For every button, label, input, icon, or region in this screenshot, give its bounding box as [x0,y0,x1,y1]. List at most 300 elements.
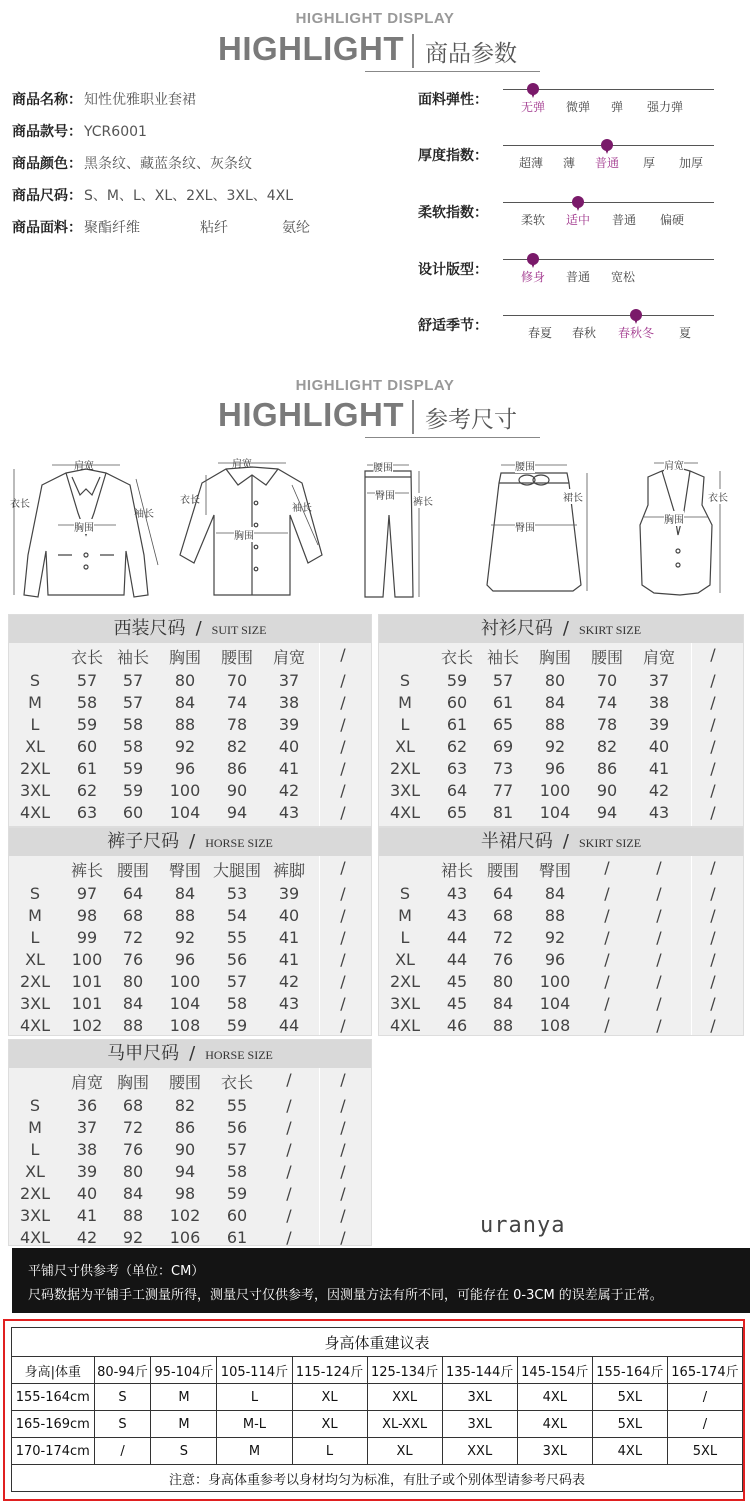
size-table-cell: 88 [492,1016,514,1035]
size-table-cell: 2XL [19,972,51,991]
size-table-col-header: / [340,645,346,664]
recommendation-table [11,1327,743,1492]
size-table-cell: / [340,1162,346,1181]
size-table-cell: 61 [446,715,468,734]
size-table-cell: 90 [596,781,618,800]
size-table-cell: 100 [71,950,103,969]
product-info-key: 商品款号： [12,124,82,140]
size-table-cell: 46 [446,1016,468,1035]
size-table-cell: XL [25,950,45,969]
size-table-cell: 94 [226,803,248,822]
rec-cell: XL [292,1411,367,1438]
size-table [8,827,372,1036]
size-table-cell: / [286,1140,292,1159]
size-table-cell: 101 [71,972,103,991]
pants-hip-label: 臀围 [375,487,395,502]
size-table-col-header: / [340,858,346,877]
rec-cell: 5XL [667,1438,742,1465]
size-table-cell: / [340,994,346,1013]
size-table-cell: 96 [174,950,196,969]
highlight-title-1: HIGHLIGHT [218,30,404,67]
rec-cell: 165-169cm [12,1411,95,1438]
vest-icon [628,455,740,605]
size-table-cell: 4XL [389,803,421,822]
scale-marker [630,309,642,321]
size-table-title [9,1040,371,1068]
header-divider-1 [412,34,414,68]
rec-cell: S [94,1411,151,1438]
size-table-cell: 43 [446,906,468,925]
size-table-cell: 100 [169,972,201,991]
scale-option: 偏硬 [659,213,685,227]
size-table-cell: 55 [226,1096,248,1115]
scale-option: 宽松 [610,270,636,284]
product-info-key: 商品名称： [12,92,82,108]
size-table-cell: 90 [226,781,248,800]
rec-cell: 4XL [517,1384,592,1411]
size-table-cell: / [710,950,716,969]
rec-title: 身高体重建议表 [12,1328,743,1357]
size-table-cell: 4XL [19,1016,51,1035]
size-table-cell: 61 [226,1228,248,1247]
rec-cell: XXL [442,1438,517,1465]
size-table-cell: XL [395,737,415,756]
size-table-cell: 76 [122,950,144,969]
rec-cell: / [94,1438,151,1465]
size-table-cell: 92 [544,737,566,756]
rec-cell: L [292,1438,367,1465]
size-table-title-en: SUIT SIZE [211,623,267,637]
size-table-cell: / [604,928,610,947]
rec-cell: M [217,1438,292,1465]
size-table-cell: / [710,759,716,778]
size-table-cell: 45 [446,994,468,1013]
size-table-cell: / [710,884,716,903]
size-table-cell: 104 [169,994,201,1013]
size-table-cell: / [604,884,610,903]
highlight-subtitle-1: HIGHLIGHT DISPLAY [295,10,455,27]
size-table-cell: / [340,737,346,756]
size-table-cell: 88 [122,1016,144,1035]
product-info-value: 聚酯纤维 [84,220,140,236]
size-table-col-header: 臀围 [538,861,571,880]
size-table-cell: / [340,1206,346,1225]
rec-header-row [12,1357,743,1384]
skirt-hip-label: 臀围 [515,519,535,534]
size-table-cell: 3XL [389,994,421,1013]
size-table-cell: 42 [278,781,300,800]
size-table-cell: 61 [492,693,514,712]
pants-waist-label: 腰围 [373,459,393,474]
size-table-cell: 73 [492,759,514,778]
size-table-cell: 61 [76,759,98,778]
size-table-col-header: 腰围 [168,1073,201,1092]
size-table-title [9,615,371,643]
skirt-length-label: 裙长 [563,489,583,504]
size-table-cell: / [340,1140,346,1159]
size-table-cell: M [28,693,42,712]
scale-option: 适中 [565,213,591,227]
section-title-product-params: 商品参数 [425,41,517,67]
size-table-cell: M [28,906,42,925]
size-table-cell: 39 [648,715,670,734]
size-table-cell: 44 [278,1016,300,1035]
rec-cell: L [217,1384,292,1411]
size-table-cell: 104 [539,994,571,1013]
product-info-row [12,89,196,109]
size-table-cell: / [340,1184,346,1203]
size-table-cell: 70 [596,671,618,690]
size-table-cell: 78 [596,715,618,734]
size-table-cell: 60 [76,737,98,756]
size-table-cell: 36 [76,1096,98,1115]
product-info-row [12,153,252,173]
product-info-row [12,121,147,141]
scale-marker [527,253,539,265]
size-table-title-cn: 衬衫尺码 [480,618,553,639]
product-info-row [12,217,310,237]
rec-header-cell: 105-114斤 [217,1357,292,1384]
skirt-waist-label: 腰围 [515,458,535,473]
size-table-cell: 74 [596,693,618,712]
size-table-title-cn: 裤子尺码 [107,831,180,852]
size-table-col-header: / [710,645,716,664]
size-table-cell: 80 [492,972,514,991]
rec-cell: XXL [367,1384,442,1411]
size-table-cell: 70 [226,671,248,690]
size-table-cell: 108 [539,1016,571,1035]
size-table-cell: / [604,972,610,991]
size-table-cell: 38 [648,693,670,712]
size-table-cell: 2XL [19,1184,51,1203]
size-table-cell: 80 [122,972,144,991]
rec-footer-row [12,1465,743,1492]
rec-cell: 4XL [517,1411,592,1438]
size-table-cell: 58 [76,693,98,712]
size-table-cell: 60 [446,693,468,712]
size-table-col-header: 胸围 [538,648,571,667]
size-table-cell: 82 [174,1096,196,1115]
size-table-cell: M [398,906,412,925]
scale-line [503,202,714,203]
rec-cell: S [151,1438,217,1465]
size-table-col-header: 大腿围 [213,861,262,880]
size-table-cell: / [656,884,662,903]
product-info-key: 商品面料： [12,220,82,236]
size-table-cell: 92 [174,928,196,947]
size-table-cell: 84 [544,884,566,903]
rec-row [12,1411,743,1438]
size-table-cell: 57 [122,671,144,690]
size-table-cell: 39 [76,1162,98,1181]
size-table-cell: / [340,1096,346,1115]
rec-row [12,1384,743,1411]
size-table-col-header: / [340,1070,346,1089]
product-info-value: 知性优雅职业套裙 [84,92,196,108]
size-table-title [9,828,371,856]
size-table-cell: / [710,1016,716,1035]
size-table-cell: 54 [226,906,248,925]
product-info-value-2: 粘纤 [200,220,228,236]
vest-chest-label: 胸围 [664,511,684,526]
header-underline-2 [365,437,540,438]
rec-cell: / [667,1384,742,1411]
size-table-cell: 72 [492,928,514,947]
size-table-cell: 39 [278,884,300,903]
size-table-cell: / [656,1016,662,1035]
size-table-cell: 90 [174,1140,196,1159]
size-table-cell: 40 [278,906,300,925]
rec-cell: 4XL [592,1438,667,1465]
size-table-cell: 64 [122,884,144,903]
size-table-cell: 59 [122,781,144,800]
scale-option: 微弹 [565,100,591,114]
size-table-cell: 2XL [389,759,421,778]
product-info-value-3: 氨纶 [282,220,310,236]
size-table-cell: 41 [76,1206,98,1225]
size-table-col-header: 胸围 [168,648,201,667]
size-table-col-header: 衣长 [220,1073,253,1092]
size-table-cell: 41 [648,759,670,778]
size-table-cell: 2XL [19,759,51,778]
size-table-cell: 88 [544,906,566,925]
size-table-cell: L [30,928,40,947]
size-table-cell: 94 [174,1162,196,1181]
size-table-cell: 88 [544,715,566,734]
size-table-cell: / [340,1016,346,1035]
size-table-cell: 43 [278,994,300,1013]
scale-option: 厚 [642,156,656,170]
scale-option: 普通 [594,156,620,170]
size-table-cell: 82 [226,737,248,756]
size-table-cell: 86 [174,1118,196,1137]
size-table-cell: 64 [492,884,514,903]
size-table-cell: L [400,928,410,947]
size-table-title-sep: / [195,618,202,639]
rec-cell: XL [367,1438,442,1465]
size-table-cell: 65 [492,715,514,734]
highlight-subtitle-2: HIGHLIGHT DISPLAY [295,377,455,394]
size-table-cell: 38 [76,1140,98,1159]
size-table-cell: 57 [226,972,248,991]
size-table-cell: 44 [446,950,468,969]
size-table-cell: / [340,1118,346,1137]
size-table-cell: / [286,1228,292,1247]
rec-cell: M [151,1384,217,1411]
rec-header-cell: 115-124斤 [292,1357,367,1384]
scale-option: 弹 [610,100,624,114]
rec-cell: M-L [217,1411,292,1438]
size-table-cell: 43 [278,803,300,822]
size-table-cell: 76 [122,1140,144,1159]
size-table-cell: 39 [278,715,300,734]
size-table-cell: / [340,906,346,925]
vest-length-label: 衣长 [708,489,728,504]
size-table-cell: / [286,1162,292,1181]
size-table-col-header: 袖长 [116,648,149,667]
size-table-cell: / [286,1118,292,1137]
rec-cell: 155-164cm [12,1384,95,1411]
size-table-cell: 106 [169,1228,201,1247]
size-table-cell: / [710,693,716,712]
size-table-cell: 102 [169,1206,201,1225]
size-table-cell: 4XL [389,1016,421,1035]
scale-option: 春夏 [527,326,553,340]
size-table-cell: 68 [492,906,514,925]
size-table-cell: 59 [226,1184,248,1203]
scale-option: 无弹 [520,100,546,114]
size-table [8,1039,372,1246]
size-table-cell: / [604,950,610,969]
size-table-cell: 69 [492,737,514,756]
rec-cell: 170-174cm [12,1438,95,1465]
size-table-cell: 56 [226,950,248,969]
product-info-row [12,185,293,205]
size-table-cell: / [710,803,716,822]
scale-option: 强力弹 [646,100,684,114]
size-table-col-header: 袖长 [486,648,519,667]
size-table-cell: 40 [648,737,670,756]
size-table-col-header: 衣长 [70,648,103,667]
rec-header-cell: 80-94斤 [94,1357,151,1384]
header-divider-2 [412,400,414,434]
size-table-cell: 108 [169,1016,201,1035]
rec-row [12,1438,743,1465]
vest-shoulder-label: 肩宽 [664,457,684,472]
size-table-cell: 59 [446,671,468,690]
size-table-cell: 63 [446,759,468,778]
size-table-col-header: 肩宽 [70,1073,103,1092]
rec-header-cell: 135-144斤 [442,1357,517,1384]
section-title-reference-size: 参考尺寸 [425,407,517,433]
size-table-cell: / [710,928,716,947]
size-table-title [379,615,743,643]
size-table-cell: 43 [648,803,670,822]
size-table-cell: 58 [226,1162,248,1181]
size-table-col-header: 肩宽 [272,648,305,667]
size-table-col-header: 腰围 [486,861,519,880]
size-table-col-header: 腰围 [116,861,149,880]
size-table-cell: 3XL [19,781,51,800]
size-table-col-header: 裤长 [70,861,103,880]
size-table-cell: 86 [596,759,618,778]
skirt-diagram [485,455,595,605]
rec-header-cell: 身高|体重 [12,1357,95,1384]
size-table-cell: / [604,1016,610,1035]
size-table-cell: 59 [226,1016,248,1035]
size-table-col-header: 衣长 [440,648,473,667]
size-table-cell: S [399,884,411,903]
size-table-cell: / [656,928,662,947]
size-table-cell: 45 [446,972,468,991]
size-table-cell: 81 [492,803,514,822]
size-table-title-en: SKIRT SIZE [579,623,642,637]
rec-header-cell: 145-154斤 [517,1357,592,1384]
size-table-title-sep: / [189,831,196,852]
note-line-1: 平铺尺寸供参考（单位：CM） [28,1264,205,1279]
size-table-cell: 88 [174,715,196,734]
pants-icon [355,455,425,605]
size-table-cell: 4XL [19,803,51,822]
size-table-cell: 64 [446,781,468,800]
size-table-cell: / [656,950,662,969]
size-table-cell: S [29,884,41,903]
size-table-cell: 84 [492,994,514,1013]
suit-length-label: 衣长 [10,499,30,510]
size-table-col-header: 臀围 [168,861,201,880]
size-table-cell: 102 [71,1016,103,1035]
scale-option: 薄 [562,156,576,170]
size-table-cell: L [400,715,410,734]
size-table-cell: 92 [174,737,196,756]
rec-cell: 5XL [592,1411,667,1438]
size-table-cell: 37 [648,671,670,690]
size-table-cell: 88 [122,1206,144,1225]
size-table-cell: / [710,737,716,756]
size-table-cell: 99 [76,928,98,947]
size-table-cell: 2XL [389,972,421,991]
size-table-cell: 65 [446,803,468,822]
size-table-cell: S [29,1096,41,1115]
size-table-cell: 37 [278,671,300,690]
size-table-cell: 74 [226,693,248,712]
size-table-cell: 72 [122,1118,144,1137]
size-table-title-sep: / [189,1043,196,1064]
size-table-cell: 41 [278,759,300,778]
size-table-cell: / [656,906,662,925]
size-table-cell: 96 [544,950,566,969]
size-table-cell: / [340,972,346,991]
size-table-col-header: 腰围 [590,648,623,667]
size-table-cell: 57 [492,671,514,690]
size-table-cell: 44 [446,928,468,947]
note-line-2: 尺码数据为平铺手工测量所得，测量尺寸仅供参考，因测量方法有所不同，可能存在 0-3CM 的误差属于正常。 [28,1288,663,1303]
size-table-cell: / [656,994,662,1013]
size-table-cell: 98 [174,1184,196,1203]
rec-footer: 注意：身高体重参考以身材均匀为标准，有肚子或个别体型请参考尺码表 [12,1465,743,1492]
size-table [378,827,744,1036]
size-table-cell: 62 [446,737,468,756]
size-table-col-header: 肩宽 [642,648,675,667]
scale-option: 加厚 [678,156,704,170]
scale-label: 舒适季节： [418,318,488,334]
size-table-cell: 42 [648,781,670,800]
size-table-title-en: HORSE SIZE [205,1048,273,1062]
scale-option: 普通 [565,270,591,284]
size-table-cell: / [286,1184,292,1203]
size-table-cell: 40 [76,1184,98,1203]
size-table-cell: XL [25,1162,45,1181]
size-table-cell: 3XL [389,781,421,800]
size-table-cell: L [30,715,40,734]
size-table-cell: 42 [76,1228,98,1247]
size-table-cell: 80 [174,671,196,690]
size-table-cell: 62 [76,781,98,800]
scale-option: 超薄 [518,156,544,170]
size-table-cell: / [340,950,346,969]
product-info-value: YCR6001 [84,124,147,140]
size-table-cell: 57 [226,1140,248,1159]
size-table-cell: 101 [71,994,103,1013]
size-table-cell: 100 [539,972,571,991]
rec-cell: 5XL [592,1384,667,1411]
size-table-cell: 58 [122,737,144,756]
size-table-cell: / [340,671,346,690]
rec-header-cell: 95-104斤 [151,1357,217,1384]
size-table-cell: 78 [226,715,248,734]
size-table-cell: L [30,1140,40,1159]
pants-diagram [355,455,433,605]
